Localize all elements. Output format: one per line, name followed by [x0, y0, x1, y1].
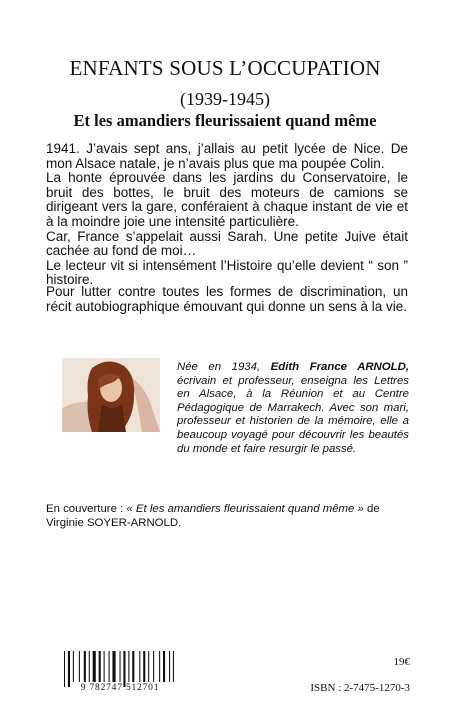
- purpose-paragraph: Pour lutter contre toutes les formes de discrimination, un récit autobiographique émouvant qui donne un sens à la vie.: [46, 284, 408, 314]
- author-bio-text: écrivain et professeur, enseigna les Lettres en Alsace, à la Réunion et au Centre Pédagogique de Marrakech. Avec son mari, professeur et historien de la mémoire, elle a beaucoup voyagé pour découvrir les beautés du monde et faire resurgir le passé.: [177, 374, 409, 455]
- story-paragraph: Car, France s’appelait aussi Sarah. Une petite Juive était cachée au fond de moi…: [46, 228, 408, 259]
- story-text: [46, 142, 408, 288]
- book-title: ENFANTS SOUS L’OCCUPATION: [69, 56, 381, 80]
- cover-credit: [46, 503, 408, 531]
- author-photo-illustration: [62, 358, 160, 432]
- story-paragraph: 1941. J’avais sept ans, j’allais au petit lycée de Nice. De mon Alsace natale, je n’avais plus que ma poupée Colin.: [46, 141, 408, 171]
- price: 19€: [393, 656, 410, 668]
- author-bio-intro: Née en 1934,: [177, 361, 271, 373]
- author-bio: [177, 361, 409, 456]
- cover-credit-title: « Et les amandiers fleurissaient quand même »: [126, 503, 364, 515]
- barcode-digits: 9 782747 512701: [80, 683, 160, 693]
- story-paragraph: Le lecteur vit si intensément l’Histoire qu’elle devient “ son ” histoire.: [46, 257, 408, 288]
- author-name: Edith France ARNOLD,: [270, 361, 409, 373]
- story-paragraph: La honte éprouvée dans les jardins du Conservatoire, le bruit des bottes, le bruit des moteurs de camions se dirigeant vers la gare, conféraient à chaque instant de vie et à la moindre joie une intensité particulière.: [46, 170, 408, 229]
- book-subtitle: Et les amandiers fleurissaient quand même: [73, 111, 377, 130]
- book-years: (1939-1945): [180, 89, 270, 109]
- isbn: ISBN : 2-7475-1270-3: [310, 682, 410, 694]
- cover-credit-artist: de Virginie SOYER-ARNOLD.: [46, 503, 380, 529]
- author-photo: [62, 358, 160, 432]
- cover-credit-prefix: En couverture :: [46, 503, 127, 515]
